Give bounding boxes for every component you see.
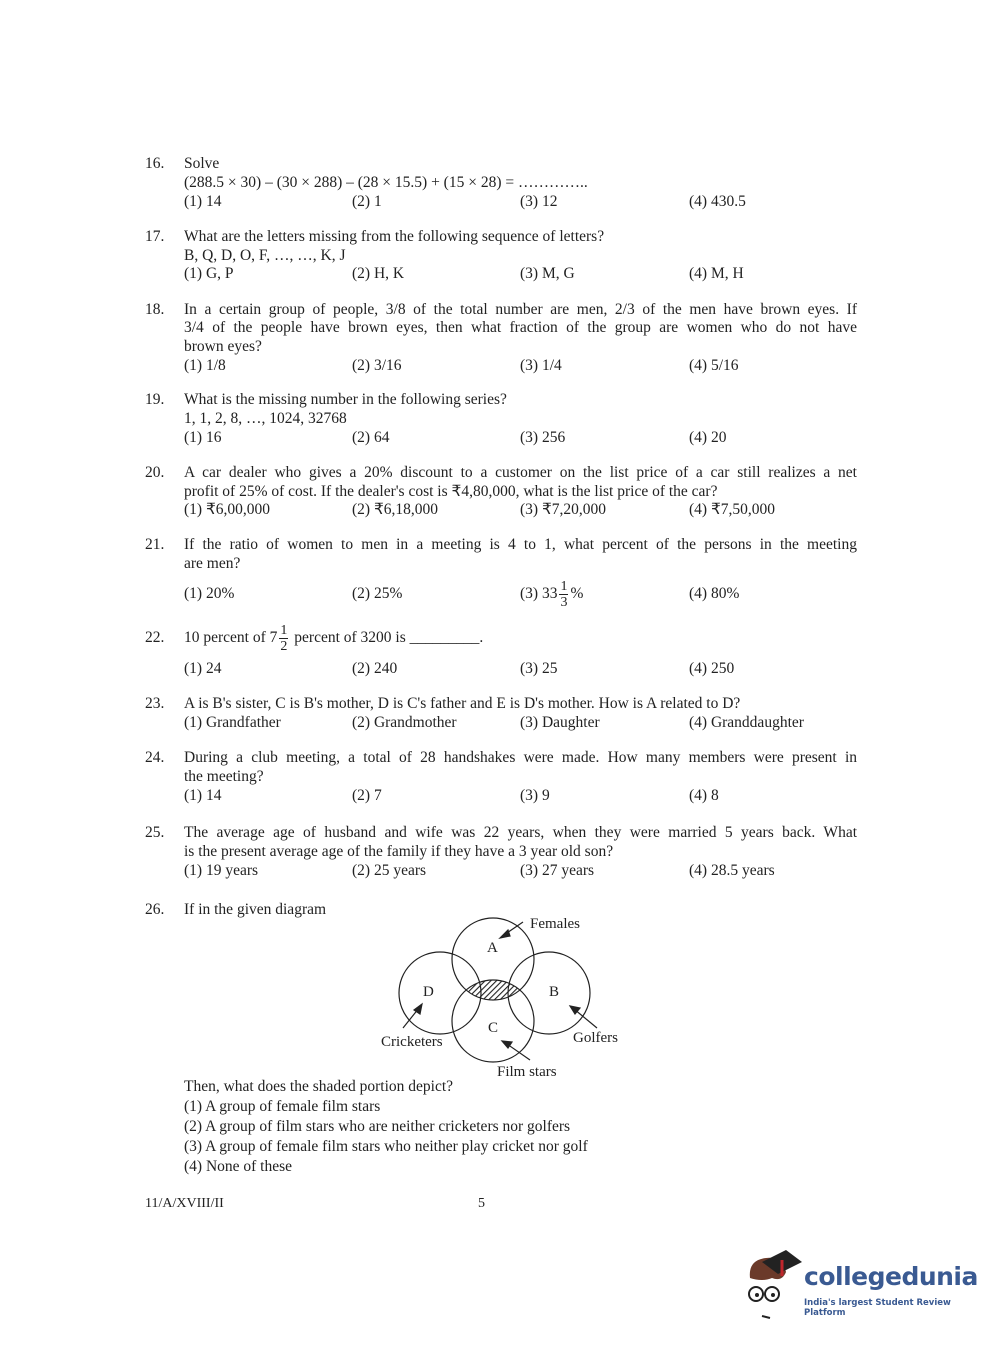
label-c: C <box>488 1020 499 1036</box>
label-a: A <box>487 940 498 956</box>
option: (2) 64 <box>352 429 390 446</box>
question-number: 26. <box>145 901 165 918</box>
question-text: A is B's sister, C is B's mother, D is C's father and E is D's mother. How is A related to D? <box>184 695 741 712</box>
option: (4) 20 <box>689 429 727 446</box>
option: (2) Grandmother <box>352 714 457 731</box>
label-film-stars: Film stars <box>497 1064 557 1080</box>
question-text: If the ratio of women to men in a meeting is 4 to 1, what percent of the persons in the meeting <box>184 536 857 553</box>
question-text: If in the given diagram <box>184 901 327 918</box>
percent-sign: % <box>570 585 584 602</box>
question-number: 22. <box>145 629 165 646</box>
question-number: 21. <box>145 536 165 553</box>
option: (3) 25 <box>520 660 558 677</box>
question-number: 18. <box>145 301 165 318</box>
text: 10 percent of 7 <box>184 629 278 646</box>
question-number: 19. <box>145 391 165 408</box>
question-text: (288.5 × 30) – (30 × 288) – (28 × 15.5) + (15 × 28) = ………….. <box>184 174 588 191</box>
question-text: During a club meeting, a total of 28 handshakes were made. How many members were present in <box>184 749 857 766</box>
option: (3) Daughter <box>520 714 600 731</box>
option: (4) 80% <box>689 585 740 602</box>
option: (1) 19 years <box>184 862 259 879</box>
fraction-numerator: 1 <box>280 622 288 638</box>
option: (3) 1/4 <box>520 357 562 374</box>
option: (1) Grandfather <box>184 714 281 731</box>
option: (3) A group of female film stars who neither play cricket nor golf <box>184 1138 588 1155</box>
question-text: is the present average age of the family if they have a 3 year old son? <box>184 843 614 860</box>
option: (1) 14 <box>184 193 222 210</box>
option: (3) 256 <box>520 429 566 446</box>
option: (2) A group of film stars who are neither cricketers nor golfers <box>184 1118 571 1135</box>
option: (1) ₹6,00,000 <box>184 501 271 518</box>
question-number: 20. <box>145 464 165 481</box>
option: (4) 430.5 <box>689 193 746 210</box>
option: (1) G, P <box>184 265 234 282</box>
option: (2) ₹6,18,000 <box>352 501 439 518</box>
option-text: (3) 33 <box>520 585 558 602</box>
option: (4) 5/16 <box>689 357 739 374</box>
option: (4) 250 <box>689 660 735 677</box>
question-text: brown eyes? <box>184 338 262 355</box>
option: (2) 1 <box>352 193 382 210</box>
option: (3) ₹7,20,000 <box>520 501 607 518</box>
footer-code: 11/A/XVIII/II <box>145 1196 224 1211</box>
option: (3) 9 <box>520 787 550 804</box>
label-cricketers: Cricketers <box>381 1034 443 1050</box>
question-text: What is the missing number in the following series? <box>184 391 507 408</box>
fraction-denominator: 2 <box>280 638 288 654</box>
question-number: 23. <box>145 695 165 712</box>
option: (4) ₹7,50,000 <box>689 501 776 518</box>
option: (4) None of these <box>184 1158 293 1175</box>
question-number: 24. <box>145 749 165 766</box>
label-golfers: Golfers <box>573 1030 618 1046</box>
label-b: B <box>549 984 560 1000</box>
question-text: Solve <box>184 155 220 172</box>
option: (1) 1/8 <box>184 357 226 374</box>
question-text: 3/4 of the people have brown eyes, then what fraction of the group are women who do not have <box>184 319 857 336</box>
option: (1) 14 <box>184 787 222 804</box>
question-text: are men? <box>184 555 241 572</box>
logo-tagline: India's largest Student Review Platform <box>804 1298 951 1318</box>
question-text: In a certain group of people, 3/8 of the total number are men, 2/3 of the men have brown eyes. If <box>184 301 857 318</box>
option: (4) 28.5 years <box>689 862 775 879</box>
option: (2) 25 years <box>352 862 427 879</box>
text: percent of 3200 is _________. <box>294 629 484 646</box>
fraction-denominator: 3 <box>560 594 568 610</box>
question-number: 16. <box>145 155 165 172</box>
collegedunia-logo <box>742 1248 978 1320</box>
question-text: The average age of husband and wife was 22 years, when they were married 5 years back. What <box>184 824 857 841</box>
mascot-icon <box>742 1248 802 1320</box>
question-text: profit of 25% of cost. If the dealer's cost is ₹4,80,000, what is the list price of the car? <box>184 483 718 500</box>
question-number: 17. <box>145 228 165 245</box>
option: (2) 3/16 <box>352 357 402 374</box>
question-text: Then, what does the shaded portion depict? <box>184 1078 454 1095</box>
label-females: Females <box>530 916 580 932</box>
logo-brand: collegedunia <box>804 1262 978 1291</box>
option: (1) A group of female film stars <box>184 1098 381 1115</box>
option: (3) M, G <box>520 265 575 282</box>
question-text: 1, 1, 2, 8, …, 1024, 32768 <box>184 410 347 427</box>
option: (2) 240 <box>352 660 398 677</box>
option: (3) 12 <box>520 193 558 210</box>
question-text: B, Q, D, O, F, …, …, K, J <box>184 247 346 264</box>
fraction-numerator: 1 <box>560 578 568 594</box>
option: (2) 25% <box>352 585 403 602</box>
option: (4) 8 <box>689 787 719 804</box>
option: (2) H, K <box>352 265 405 282</box>
question-text: What are the letters missing from the following sequence of letters? <box>184 228 605 245</box>
question-text: A car dealer who gives a 20% discount to a customer on the list price of a car still realizes a net <box>184 464 857 481</box>
option: (3) 27 years <box>520 862 595 879</box>
page-number: 5 <box>478 1196 485 1211</box>
option: (1) 20% <box>184 585 235 602</box>
option: (1) 16 <box>184 429 222 446</box>
question-text: the meeting? <box>184 768 264 785</box>
label-d: D <box>423 984 434 1000</box>
option: (4) M, H <box>689 265 744 282</box>
circle-cricketers <box>399 952 481 1034</box>
option: (4) Granddaughter <box>689 714 804 731</box>
option: (1) 24 <box>184 660 222 677</box>
question-number: 25. <box>145 824 165 841</box>
option: (2) 7 <box>352 787 382 804</box>
